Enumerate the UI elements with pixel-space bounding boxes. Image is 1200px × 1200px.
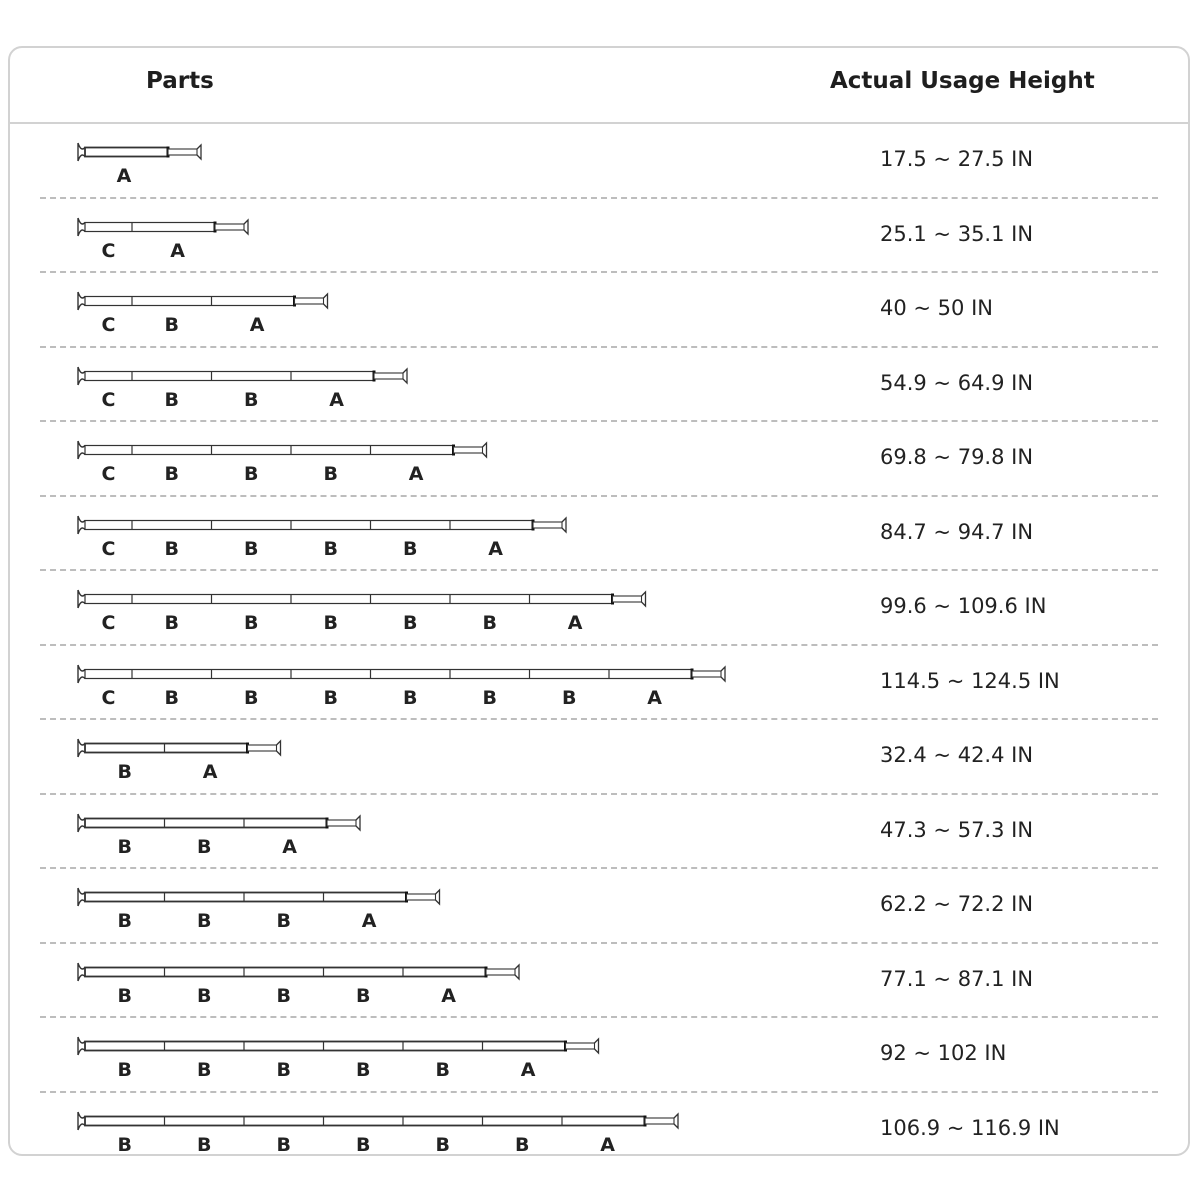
rod-left-cap — [78, 516, 85, 534]
table-row — [10, 795, 1188, 869]
part-label-b: B — [323, 537, 338, 560]
part-label-b: B — [276, 984, 291, 1007]
rod-left-cap — [78, 1037, 85, 1055]
rod-left-cap — [78, 814, 85, 832]
rod-left-cap — [78, 143, 85, 161]
rod-right-cap — [403, 369, 407, 383]
rod-right-cap — [721, 667, 725, 681]
table-row — [10, 1018, 1188, 1092]
rod-right-cap — [324, 294, 328, 308]
rod-body — [85, 818, 327, 827]
part-label-b: B — [323, 686, 338, 709]
rod-tip — [374, 373, 403, 379]
rod-tip — [327, 820, 356, 826]
height-column-header: Actual Usage Height — [830, 68, 1095, 94]
part-label-b: B — [482, 612, 497, 634]
usage-height-value: 114.5 ~ 124.5 IN — [880, 668, 1060, 693]
rod-right-cap — [277, 741, 281, 755]
part-label-a: A — [170, 239, 185, 262]
rod-tip — [645, 1118, 674, 1124]
rod-tip — [692, 671, 721, 677]
parts-height-table — [8, 46, 1190, 1156]
part-label-b: B — [197, 1059, 212, 1081]
part-label-b: B — [164, 537, 179, 560]
table-row — [10, 273, 1188, 347]
table-row — [10, 944, 1188, 1018]
rod-tip — [168, 149, 197, 155]
rod-body — [85, 148, 168, 157]
usage-height-value: 99.6 ~ 109.6 IN — [880, 594, 1047, 618]
rod-body — [85, 967, 486, 976]
part-label-b: B — [244, 388, 259, 411]
rod-body — [85, 297, 295, 306]
part-label-a: A — [116, 165, 132, 187]
part-label-c: C — [101, 537, 116, 560]
rod-tip — [215, 224, 244, 230]
rod-right-cap — [515, 965, 519, 979]
rod-left-cap — [78, 1112, 85, 1130]
usage-height-value: 47.3 ~ 57.3 IN — [880, 817, 1034, 842]
table-row — [10, 720, 1188, 794]
table-row — [10, 497, 1188, 571]
usage-height-value: 92 ~ 102 IN — [880, 1041, 1007, 1065]
part-label-b: B — [197, 910, 212, 932]
rod-body — [85, 222, 215, 231]
rod-diagram — [10, 273, 750, 347]
part-label-b: B — [562, 686, 577, 709]
part-label-a: A — [488, 537, 503, 560]
rod-tip — [295, 298, 324, 304]
table-row — [10, 348, 1188, 422]
part-label-b: B — [276, 1133, 291, 1156]
part-label-b: B — [356, 984, 371, 1007]
part-label-b: B — [117, 1059, 132, 1081]
rod-tip — [566, 1043, 595, 1049]
rod-right-cap — [674, 1114, 678, 1128]
rod-tip — [454, 447, 483, 453]
part-label-b: B — [164, 463, 179, 485]
part-label-b: B — [164, 686, 179, 709]
rod-left-cap — [78, 367, 85, 385]
rod-body — [85, 744, 248, 753]
part-label-b: B — [117, 1133, 132, 1156]
rod-tip — [613, 596, 642, 602]
part-label-b: B — [164, 612, 179, 634]
rod-left-cap — [78, 218, 85, 236]
rod-right-cap — [642, 592, 646, 606]
rod-body — [85, 1042, 566, 1051]
usage-height-value: 62.2 ~ 72.2 IN — [880, 892, 1034, 916]
rod-right-cap — [436, 890, 440, 904]
part-label-b: B — [244, 463, 259, 485]
part-label-a: A — [567, 612, 583, 634]
part-label-c: C — [101, 612, 116, 634]
part-label-a: A — [441, 984, 456, 1007]
rod-tip — [248, 745, 277, 751]
part-label-a: A — [329, 388, 344, 411]
rod-body — [85, 595, 613, 604]
part-label-a: A — [647, 686, 662, 709]
rod-body — [85, 446, 454, 455]
rod-body — [85, 371, 374, 380]
rod-right-cap — [483, 443, 487, 457]
part-label-b: B — [197, 1133, 212, 1156]
part-label-c: C — [101, 239, 116, 262]
part-label-b: B — [276, 1059, 291, 1081]
rod-right-cap — [562, 518, 566, 532]
table-row — [10, 124, 1188, 198]
usage-height-value: 25.1 ~ 35.1 IN — [880, 221, 1034, 246]
table-row — [10, 646, 1188, 720]
part-label-c: C — [101, 314, 116, 336]
rod-tip — [486, 969, 515, 975]
part-label-b: B — [164, 314, 179, 336]
part-label-a: A — [249, 314, 265, 336]
usage-height-value: 84.7 ~ 94.7 IN — [880, 519, 1034, 544]
part-label-b: B — [515, 1133, 530, 1156]
rod-left-cap — [78, 441, 85, 459]
rod-left-cap — [78, 292, 85, 310]
rod-body — [85, 1116, 645, 1125]
usage-height-value: 32.4 ~ 42.4 IN — [880, 743, 1034, 767]
rod-left-cap — [78, 963, 85, 981]
rod-diagram — [10, 646, 750, 720]
usage-height-value: 54.9 ~ 64.9 IN — [880, 370, 1034, 395]
part-label-b: B — [117, 835, 132, 858]
table-body — [10, 48, 1188, 1154]
rod-diagram — [10, 497, 750, 571]
table-row — [10, 422, 1188, 496]
part-label-b: B — [435, 1059, 450, 1081]
parts-column-header: Parts — [146, 68, 214, 94]
rod-diagram — [10, 422, 750, 496]
part-label-a: A — [408, 463, 424, 485]
rod-body — [85, 893, 407, 902]
rod-right-cap — [595, 1039, 599, 1053]
rod-tip — [407, 894, 436, 900]
part-label-b: B — [403, 612, 418, 634]
rod-diagram — [10, 199, 750, 273]
part-label-b: B — [356, 1133, 371, 1156]
part-label-a: A — [282, 835, 297, 858]
rod-tip — [533, 522, 562, 528]
part-label-b: B — [435, 1133, 450, 1156]
rod-left-cap — [78, 665, 85, 683]
part-label-b: B — [197, 984, 212, 1007]
rod-body — [85, 669, 692, 678]
part-label-b: B — [244, 537, 259, 560]
usage-height-value: 77.1 ~ 87.1 IN — [880, 966, 1034, 991]
part-label-b: B — [403, 537, 418, 560]
part-label-b: B — [117, 984, 132, 1007]
part-label-b: B — [244, 686, 259, 709]
part-label-a: A — [361, 910, 377, 932]
part-label-b: B — [117, 761, 132, 783]
usage-height-value: 17.5 ~ 27.5 IN — [880, 147, 1034, 171]
part-label-b: B — [164, 388, 179, 411]
part-label-a: A — [202, 761, 218, 783]
part-label-b: B — [482, 686, 497, 709]
part-label-a: A — [520, 1059, 536, 1081]
rod-diagram — [10, 348, 750, 422]
part-label-c: C — [101, 463, 116, 485]
part-label-b: B — [117, 910, 132, 932]
rod-right-cap — [356, 816, 360, 830]
table-row — [10, 199, 1188, 273]
table-row — [10, 1093, 1188, 1157]
part-label-a: A — [600, 1133, 615, 1156]
part-label-c: C — [101, 388, 116, 411]
usage-height-value: 40 ~ 50 IN — [880, 296, 993, 320]
part-label-b: B — [244, 612, 259, 634]
part-label-b: B — [323, 612, 338, 634]
rod-right-cap — [244, 220, 248, 234]
rod-left-cap — [78, 888, 85, 906]
part-label-b: B — [276, 910, 291, 932]
usage-height-value: 106.9 ~ 116.9 IN — [880, 1115, 1060, 1140]
rod-right-cap — [197, 145, 201, 159]
part-label-b: B — [403, 686, 418, 709]
table-row — [10, 869, 1188, 943]
part-label-b: B — [356, 1059, 371, 1081]
rod-left-cap — [78, 590, 85, 608]
rod-diagram — [10, 571, 750, 645]
rod-body — [85, 520, 533, 529]
table-row — [10, 571, 1188, 645]
part-label-b: B — [197, 835, 212, 858]
usage-height-value: 69.8 ~ 79.8 IN — [880, 445, 1034, 469]
part-label-c: C — [101, 686, 116, 709]
part-label-b: B — [323, 463, 338, 485]
rod-left-cap — [78, 739, 85, 757]
